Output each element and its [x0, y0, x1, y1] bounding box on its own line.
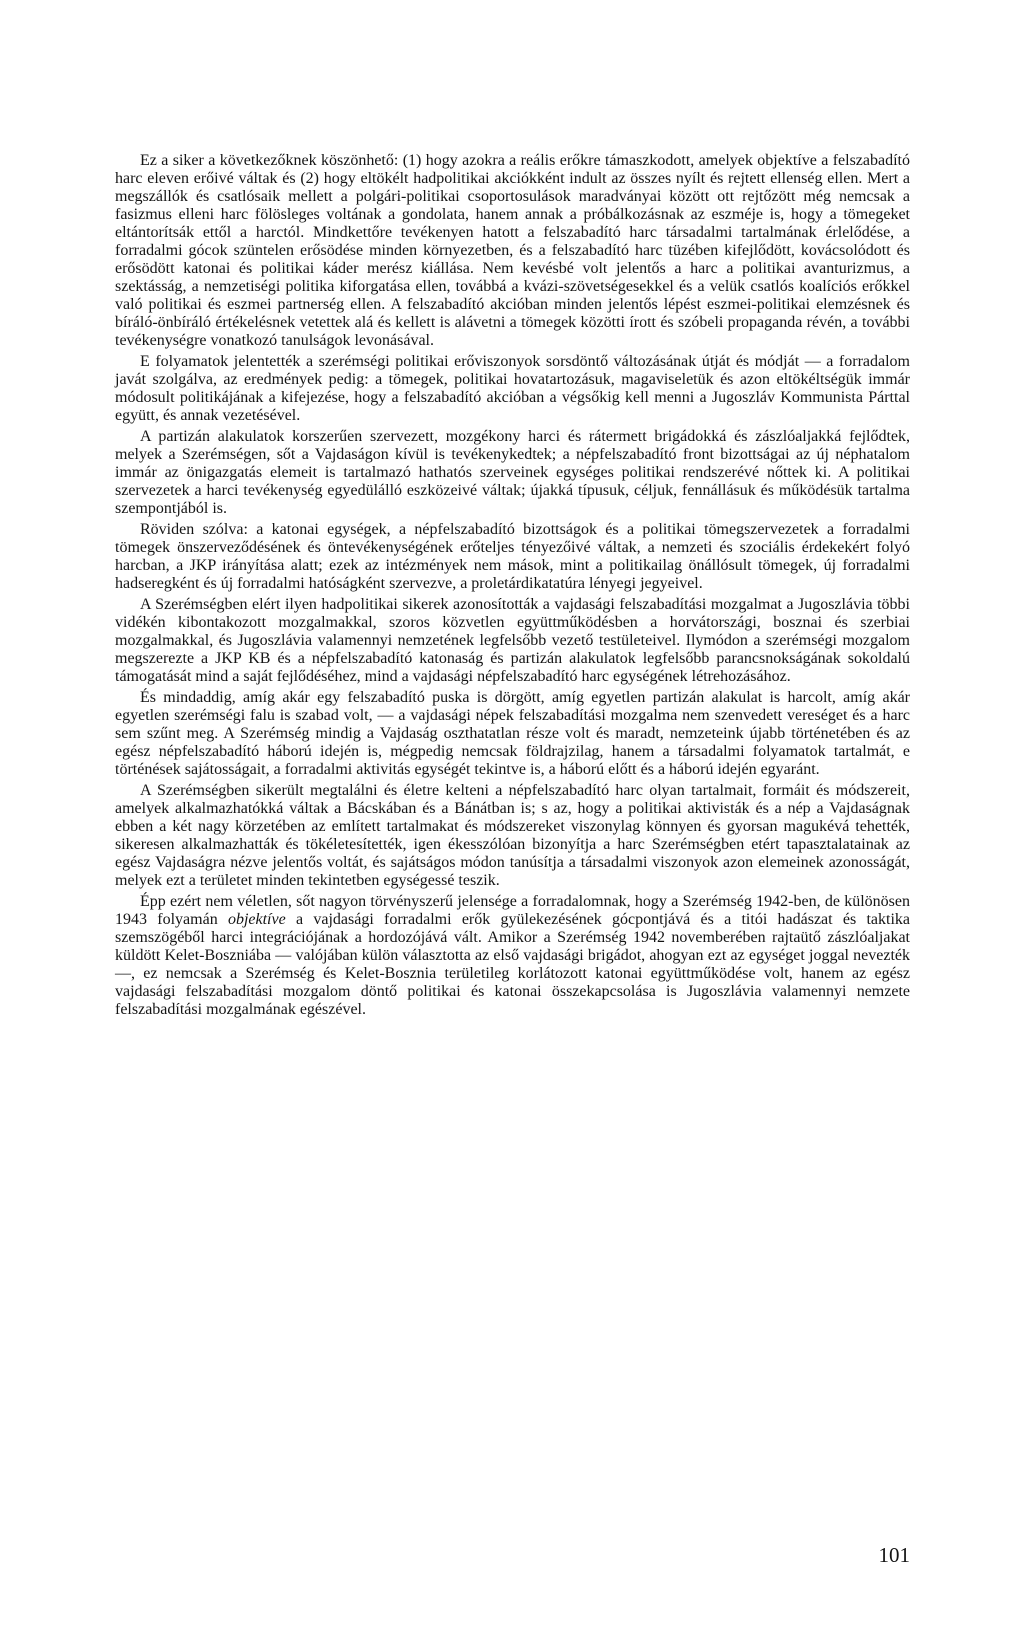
paragraph-7 [115, 782, 910, 890]
paragraph-4 [115, 521, 910, 593]
paragraph-2 [115, 353, 910, 425]
paragraph-3-text: A partizán alakulatok korszerűen szervezett, mozgékony harci és rátermett brigádokká és zászlóaljakká fejlődtek, melyek a Szerémségen, sőt a Vajdaságon kívül is tevékenykedtek; a népfelszabadító front bizottságai az új néphatalom immár az önigazgatás elemeit is tartalmazó hathatós szerveinek egységes politikai rendszerévé nőttek ki. A politikai szervezetek a harci tevékenység egyedülálló eszközeivé váltak; újakká típusuk, céljuk, fennállásuk és működésük tartalma szempontjából is. [115, 428, 910, 517]
paragraph-5-text: A Szerémségben elért ilyen hadpolitikai sikerek azonosították a vajdasági felszabadítási mozgalmat a Jugoszlávia többi vidékén kibontakozott mozgalmakkal, szoros közvetlen együttműködésben a horvátországi, bosznai és szerbiai mozgalmakkal, és Jugoszlávia valamennyi nemzetének legfelsőbb vezető testületeivel. Ilymódon a szerémségi mozgalom megszerezte a JKP KB és a népfelszabadító katonaság és partizán alakulatok legfelsőbb parancsnokságának sokoldalú támogatását mind a saját fejlődéséhez, mind a vajdasági népfelszabadító harc egységének létrehozásához. [115, 596, 910, 685]
body-text [115, 152, 910, 1019]
paragraph-8-italic-term: objektíve [227, 911, 286, 928]
paragraph-6 [115, 689, 910, 779]
paragraph-2-text: E folyamatok jelentették a szerémségi politikai erőviszonyok sorsdöntő változásának útját és módját — a forradalom javát szolgálva, az eredmények pedig: a tömegek, politikai hovatartozásuk, magaviseletük és azon eltökéltségük immár módosult politikájának a kifejezése, hogy a felszabadító akcióban a végsőkig kell menni a Jugoszláv Kommunista Párttal együtt, és annak vezetésével. [115, 353, 910, 424]
paragraph-8-text-end: a vajdasági forradalmi erők gyülekezésének gócpontjává és a titói hadászat és taktika szemszögéből harci integrációjának a hordozójává vált. Amikor a Szerémség 1942 novemberében rajtaütő zászlóaljakat küldött Kelet-Boszniába — valójában külön választotta az első vajdasági brigádot, ahogyan ezt az egységet joggal nevezték —, ez nemcsak a Szerémség és Kelet-Bosznia területileg korlátozott katonai együttműködése volt, hanem az egész vajdasági felszabadítási mozgalom döntő politikai és katonai összekapcsolása is Jugoszlávia valamennyi nemzete felszabadítási mozgalmának egészével. [115, 911, 910, 1018]
paragraph-8-text-start: Épp ezért nem véletlen, sőt nagyon törvényszerű jelensége a forradalomnak, hogy a Szerémség 1942-ben, de különösen 1943 folyamán [115, 893, 910, 928]
paragraph-1-text: Ez a siker a következőknek köszönhető: (1) hogy azokra a reális erőkre támaszkodott, amelyek objektíve a felszabadító harc eleven erőivé váltak és (2) hogy eltökélt hadpolitikai akciókként indult az összes nyílt és rejtett ellenség ellen. Mert a megszállók és csatlósaik mellett a polgári-politikai csoportosulások maradványai között ott rejtőzött még nemcsak a fasizmus elleni harc fölösleges voltának a gondolata, hanem annak a próbálkozásnak az eszméje is, hogy a tömegeket eltántorítsák ettől a harctól. Mindkettőre tevékenyen hatott a felszabadító harc társadalmi tartalmának érlelődése, a forradalmi gócok szüntelen erősödése minden környezetben, és a felszabadító harc tüzében kifejlődött, kovácsolódott és erősödött katonai és politikai káder merész kiállása. Nem kevésbé volt jelentős a harc a politikai avanturizmus, a szektásság, a nemzetiségi politika kiforgatása ellen, továbbá a kvázi-szövetségesekkel és a velük csatlós koalíciós erőkkel való politikai és eszmei partnerség ellen. A felszabadító akcióban minden jelentős lépést eszmei-politikai elemzésnek és bíráló-önbíráló értékelésnek vetettek alá és kellett is alávetni a tömegek közötti írott és szóbeli propaganda révén, a további tevékenységre vonatkozó tanulságok levonásával. [115, 152, 910, 349]
paragraph-6-text: És mindaddig, amíg akár egy felszabadító puska is dörgött, amíg egyetlen partizán alakulat is harcolt, amíg akár egyetlen szerémségi falu is szabad volt, — a vajdasági népek felszabadítási mozgalma nem szenvedett vereséget és a harc sem szűnt meg. A Szerémség mindig a Vajdaság oszthatatlan része volt és maradt, nemzeteink újabb történetében és az egész népfelszabadító háború idején is, mégpedig nemcsak földrajzilag, hanem a társadalmi folyamatok tartalmát, e történések sajátosságait, a forradalmi aktivitás egységét tekintve is, a háború előtt és a háború idején egyaránt. [115, 689, 910, 778]
paragraph-8 [115, 893, 910, 1019]
paragraph-3 [115, 428, 910, 518]
paragraph-7-text: A Szerémségben sikerült megtalálni és életre kelteni a népfelszabadító harc olyan tartalmait, formáit és módszereit, amelyek alkalmazhatókká váltak a Bácskában és a Bánátban is; s az, hogy a politikai aktivisták és a nép a Vajdaságnak ebben a két nagy körzetében az említett tartalmakat és módszereket viszonylag könnyen és gyorsan magukévá tehették, sikeresen alkalmazhatták és tökéletesítették, igen ékesszólóan bizonyítja a harc Szerémségben etért tapasztalatainak az egész Vajdaságra nézve jelentős voltát, és sajátságos módon tanúsítja a társadalmi viszonyok azon elemeinek azonosságát, melyek ezt a területet minden tekintetben egységessé teszik. [115, 782, 910, 889]
paragraph-4-text: Röviden szólva: a katonai egységek, a népfelszabadító bizottságok és a politikai tömegszervezetek a forradalmi tömegek önszerveződésének és öntevékenységének erőteljes tényezőivé váltak, a nemzeti és szociális érdekekért folyó harcban, a JKP irányítása alatt; ezek az intézmények nem mások, mint a politikailag önállósult tömegek, új forradalmi hadseregként és új forradalmi hatóságként szervezve, a proletárdikatatúra lényegi jegyeivel. [115, 521, 910, 592]
page-number: 101 [878, 1543, 910, 1567]
paragraph-5 [115, 596, 910, 686]
paragraph-1 [115, 152, 910, 350]
